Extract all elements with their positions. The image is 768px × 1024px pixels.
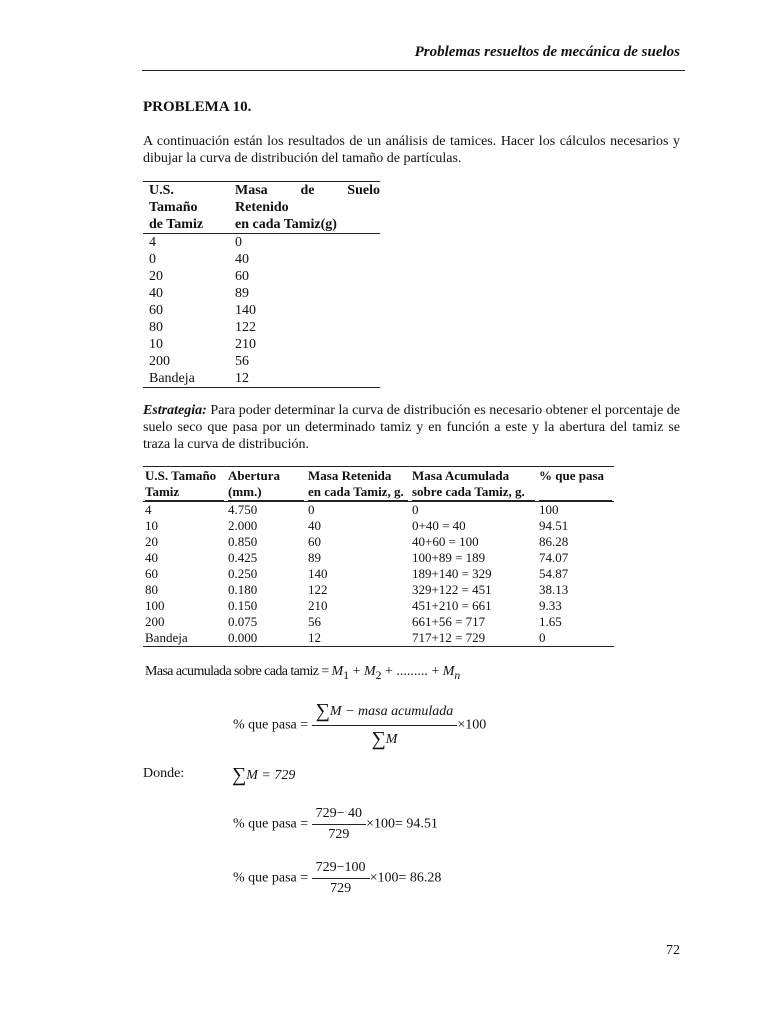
cell-cumulative: 0+40 = 40 [412, 518, 466, 533]
sigma-symbol: ∑ [315, 700, 330, 722]
header-rule [142, 70, 685, 71]
table-row [143, 598, 614, 614]
cell-mass: 40 [235, 252, 249, 267]
sieve-data-table [143, 181, 380, 388]
cell-cumulative: 189+140 = 329 [412, 566, 492, 581]
header-line: de Tamiz [149, 217, 204, 232]
page-number: 72 [666, 943, 680, 958]
col-header-cumulative [410, 467, 537, 502]
cell-passing: 1.65 [539, 614, 562, 629]
cell-opening: 0.250 [228, 566, 258, 581]
cell-mass: 56 [235, 354, 249, 369]
col-header-mass [229, 182, 380, 234]
equation-text: + [349, 664, 364, 679]
table-row [143, 566, 614, 582]
header-line: Masa Acumulada [412, 468, 510, 483]
header-line: en cada Tamiz(g) [235, 217, 337, 232]
fraction-numerator [312, 700, 458, 726]
col-header-opening [226, 467, 306, 502]
table-row [143, 319, 380, 336]
equation-sub: 1 [343, 668, 350, 682]
header-line: U.S. [149, 183, 174, 198]
cell-opening: 0.180 [228, 582, 258, 597]
cell-retained: 89 [308, 550, 321, 565]
total-mass-equation [232, 764, 295, 787]
header-line [539, 484, 612, 501]
cell-retained: 60 [308, 534, 321, 549]
equation-sub: n [454, 668, 461, 682]
header-line: Abertura [228, 468, 280, 483]
cell-passing: 94.51 [539, 518, 569, 533]
cell-cumulative: 40+60 = 100 [412, 534, 479, 549]
equation-text: M [385, 732, 398, 747]
header-line: U.S. Tamaño [145, 468, 217, 483]
cell-mass: 140 [235, 303, 256, 318]
cell-sieve: 80 [149, 320, 163, 335]
strategy-text: Para poder determinar la curva de distribución es necesario obtener el porcentaje de suelo seco que pasa por un determinado tamiz y en función a este y la abertura del tamiz se traza la curva de distribución. [143, 403, 680, 452]
sigma-symbol: ∑ [232, 764, 247, 786]
cell-retained: 140 [308, 566, 328, 581]
cell-mass: 60 [235, 269, 249, 284]
cell-sieve: 10 [149, 337, 163, 352]
fraction [312, 806, 366, 843]
cell-opening: 0.075 [228, 614, 258, 629]
cell-passing: 38.13 [539, 582, 569, 597]
fraction-denominator: 729 [330, 881, 352, 896]
cell-retained: 56 [308, 614, 321, 629]
percent-passing-formula [233, 700, 486, 751]
fraction-numerator: 729− 40 [312, 806, 366, 825]
header-line: Retenido [235, 200, 289, 215]
table-row [143, 336, 380, 353]
cell-passing: 74.07 [539, 550, 569, 565]
cell-mass: 12 [235, 371, 249, 386]
equation-text: M = 729 [246, 768, 296, 783]
cell-cumulative: 451+210 = 661 [412, 598, 492, 613]
problem-title: PROBLEMA 10. [143, 99, 252, 115]
cell-retained: 122 [308, 582, 328, 597]
cell-sieve: Bandeja [143, 630, 226, 647]
header-line: (mm.) [228, 484, 304, 501]
equation-text: M − masa acumulada [329, 704, 454, 719]
cell-sieve: 20 [145, 534, 158, 549]
equation-text: ×100= 94.51 [366, 816, 438, 832]
table-row [143, 534, 614, 550]
running-header: Problemas resueltos de mecánica de suelos [414, 44, 680, 60]
table-body [143, 234, 380, 388]
table-header-row [143, 182, 380, 234]
equation-text: % que pasa = [233, 816, 312, 832]
fraction [312, 700, 458, 751]
table-row [143, 518, 614, 534]
fraction-denominator [312, 726, 458, 751]
header-word: Masa [235, 183, 268, 198]
table-row [143, 502, 614, 519]
cell-mass: 122 [235, 320, 256, 335]
equation-var: M [363, 664, 376, 679]
cell-sieve: 4 [149, 235, 156, 250]
header-line: sobre cada Tamiz, g. [412, 484, 535, 501]
col-header-sieve [143, 467, 226, 502]
fraction-denominator: 729 [328, 827, 350, 842]
table-row [143, 630, 614, 647]
cumulative-mass-equation [145, 664, 460, 682]
cell-passing: 0 [537, 630, 614, 647]
equation-sub: 2 [375, 668, 382, 682]
equation-var: M [442, 664, 455, 679]
cell-opening: 0.850 [228, 534, 258, 549]
cell-passing: 100 [537, 502, 614, 519]
header-line: Masa Retenida [308, 468, 392, 483]
table-row [143, 550, 614, 566]
table-row [143, 251, 380, 268]
cell-sieve: 60 [149, 303, 163, 318]
table-row [143, 285, 380, 302]
header-line [235, 182, 380, 199]
cell-passing: 54.87 [539, 566, 569, 581]
table-row [143, 353, 380, 370]
cell-mass: 0 [235, 235, 242, 250]
table-row [143, 614, 614, 630]
cell-retained: 40 [308, 518, 321, 533]
table-body [143, 502, 614, 647]
header-line: en cada Tamiz, g. [308, 484, 408, 501]
cell-opening: 4.750 [226, 502, 306, 519]
sieve-results-table [143, 466, 614, 647]
cell-sieve: Bandeja [149, 371, 195, 386]
equation-text: + ......... + [381, 664, 443, 679]
problem-intro: A continuación están los resultados de un análisis de tamices. Hacer los cálculos necesarios y dibujar la curva de distribución del tamaño de partículas. [143, 134, 680, 166]
header-line: Tamaño [149, 200, 198, 215]
cell-retained: 210 [308, 598, 328, 613]
donde-label: Donde: [143, 766, 185, 781]
equation-text: ×100 [457, 717, 487, 733]
cell-sieve: 100 [145, 598, 165, 613]
cell-sieve: 20 [149, 269, 163, 284]
equation-text: % que pasa = [233, 870, 312, 886]
header-word: de [300, 183, 315, 198]
cell-sieve: 60 [145, 566, 158, 581]
cell-mass: 210 [235, 337, 256, 352]
cell-sieve: 40 [145, 550, 158, 565]
strategy-label: Estrategia: [143, 403, 207, 418]
table-row [143, 268, 380, 285]
equation-text: % que pasa = [233, 717, 312, 733]
equation-text: ×100= 86.28 [369, 870, 442, 886]
cell-cumulative: 661+56 = 717 [412, 614, 486, 629]
sigma-symbol: ∑ [371, 728, 386, 750]
cell-sieve: 80 [145, 582, 158, 597]
equation-text: Masa acumulada sobre cada tamiz = [145, 664, 332, 679]
table-row [143, 370, 380, 388]
percent-passing-example-1 [233, 806, 438, 843]
equation-var: M [331, 664, 344, 679]
table-row [143, 582, 614, 598]
fraction [312, 860, 370, 897]
cell-sieve: 40 [149, 286, 163, 301]
header-word: Suelo [347, 183, 380, 198]
cell-passing: 86.28 [539, 534, 569, 549]
table-row [143, 234, 380, 252]
header-line: % que pasa [539, 468, 605, 483]
cell-opening: 2.000 [228, 518, 258, 533]
cell-sieve: 0 [149, 252, 156, 267]
cell-retained: 12 [306, 630, 410, 647]
header-line: Tamiz [145, 484, 224, 501]
cell-opening: 0.150 [228, 598, 258, 613]
cell-passing: 9.33 [539, 598, 562, 613]
cell-cumulative: 100+89 = 189 [412, 550, 486, 565]
cell-cumulative: 717+12 = 729 [410, 630, 537, 647]
fraction-numerator: 729−100 [312, 860, 370, 879]
cell-cumulative: 329+122 = 451 [412, 582, 492, 597]
cell-sieve: 200 [149, 354, 170, 369]
cell-mass: 89 [235, 286, 249, 301]
col-header-retained [306, 467, 410, 502]
cell-opening: 0.425 [228, 550, 258, 565]
cell-retained: 0 [306, 502, 410, 519]
table-row [143, 302, 380, 319]
cell-opening: 0.000 [226, 630, 306, 647]
col-header-sieve [143, 182, 229, 234]
cell-cumulative: 0 [410, 502, 537, 519]
table-header-row [143, 467, 614, 502]
strategy-paragraph [143, 402, 680, 453]
cell-sieve: 200 [145, 614, 165, 629]
col-header-passing [537, 467, 614, 502]
percent-passing-example-2 [233, 860, 441, 897]
cell-sieve: 4 [143, 502, 226, 519]
cell-sieve: 10 [145, 518, 158, 533]
